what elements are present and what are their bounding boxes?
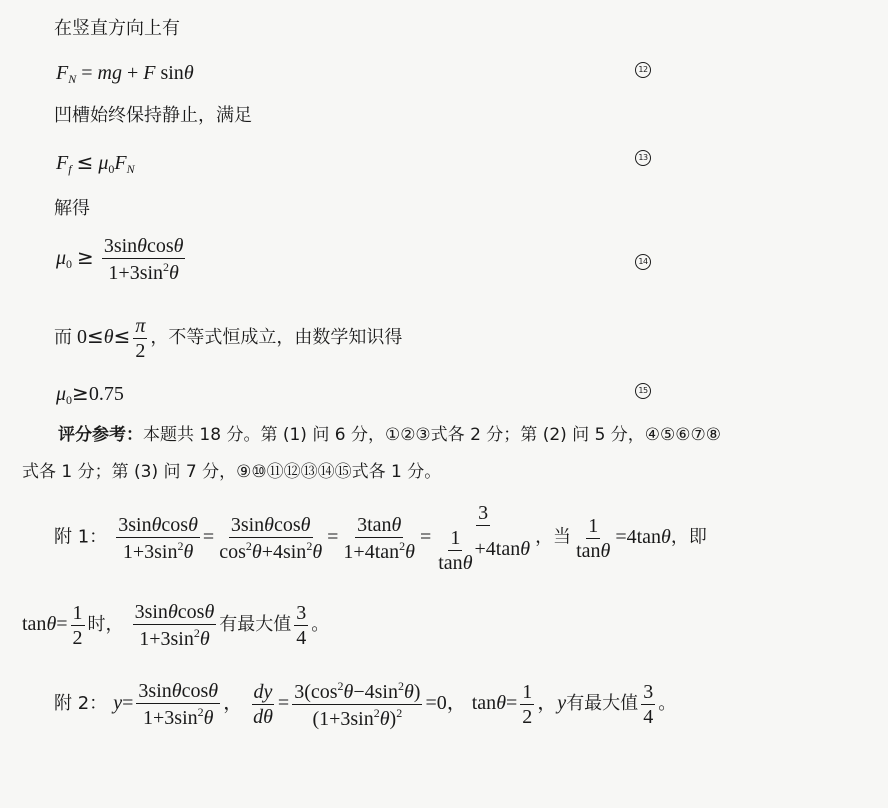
appendix-1-cont: tanθ= $\frac{1}{2}$ 时， $\frac{3\sin\theta\cos\theta}{1+3\sin^2\theta}$ 有最大值 $\frac{3}{4}$ 。 bbox=[22, 601, 330, 650]
equation-friction: $F_f \le \mu_0F_N$ bbox=[56, 150, 135, 176]
equation-tag-12: 12 bbox=[635, 62, 651, 78]
equation-tag-14: 14 bbox=[635, 254, 651, 270]
appendix-2: 附 2： y= $\frac{3\sin\theta\cos\theta}{1+3\sin^2\theta}$ ， $\frac{dy}{d\theta}$ = $\frac{3(\cos^2\theta-4\sin^2\theta)}{(1+3\sin^2\theta)^2}$ =0， tanθ= $\frac{1}{2}$ ，y有最大值 $\frac{3}{4}$ 。 bbox=[54, 679, 677, 730]
text-groove-static: 凹槽始终保持静止，满足 bbox=[54, 105, 252, 126]
scoring-label: 评分参考： bbox=[58, 425, 143, 445]
equation-tag-15: 15 bbox=[635, 383, 651, 399]
equation-tag-13: 13 bbox=[635, 150, 651, 166]
scoring-line-2: 式各 1 分；第 (3) 问 7 分，⑨⑩⑪⑫⑬⑭⑮式各 1 分。 bbox=[22, 462, 442, 482]
equation-mu-inequality: $\mu_0$ ≥ $\frac{3\sin\theta\cos\theta}{1+3\sin^2\theta}$ bbox=[56, 235, 184, 284]
equation-mu-result: $\mu_0\ge 0.75$ bbox=[56, 381, 124, 407]
text-theta-range: 而 0≤θ≤ $\frac{\pi}{2}$ ，不等式恒成立，由数学知识得 bbox=[54, 315, 403, 362]
text-vertical-direction: 在竖直方向上有 bbox=[54, 18, 180, 39]
scoring-line-1: 评分参考：本题共 18 分。第 (1) 问 6 分，①②③式各 2 分；第 (2) 问 5 分，④⑤⑥⑦⑧ bbox=[58, 425, 722, 445]
text-solve: 解得 bbox=[54, 198, 90, 219]
equation-normal-force: $F_N$ = mg + F sinθ bbox=[56, 62, 194, 86]
appendix-1: 附 1： $\frac{3\sin\theta\cos\theta}{1+3\sin^2\theta}$ = $\frac{3\sin\theta\cos\theta}{\cos^2\theta+4\sin^2\theta}$ = $\frac{3\tan\theta}{1+4\tan^2\theta}$ = 3 $\frac{1}{\tan\theta}$ +4tanθ ，当 $\frac{1}{\tan\theta}$ =4tanθ，即 bbox=[54, 502, 707, 574]
